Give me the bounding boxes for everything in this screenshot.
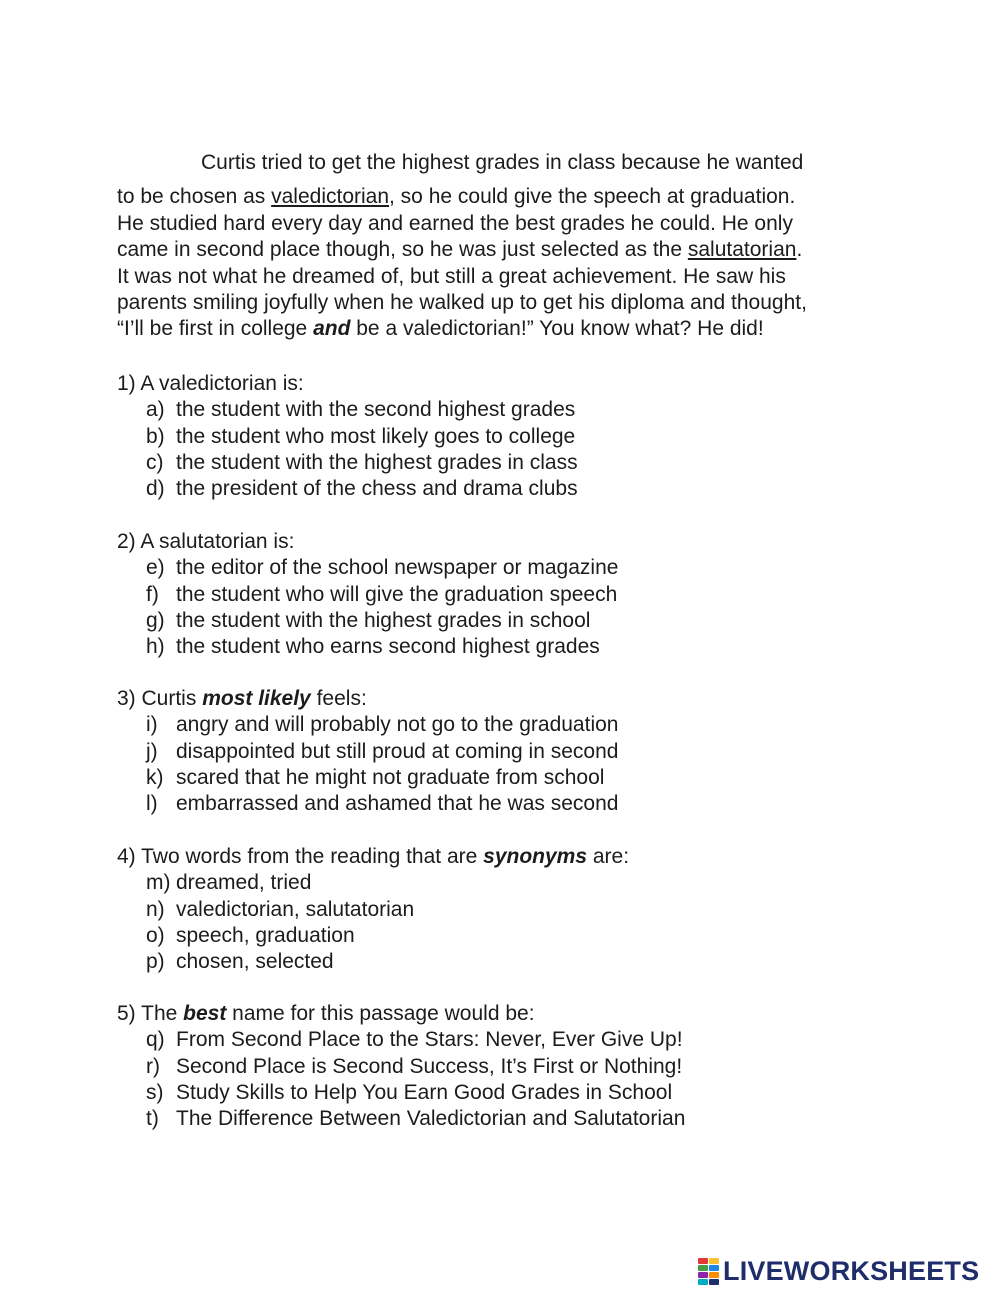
passage-line: parents smiling joyfully when he walked up to get his diploma and thought, [117,290,807,314]
answer-choice[interactable] [117,949,877,975]
choice-letter: a) [146,398,165,422]
question-stem: 5) The best name for this passage would be: [117,1002,535,1025]
choice-letter: l) [146,792,158,816]
answer-choice[interactable] [117,870,877,896]
answer-choice[interactable] [117,712,877,738]
answer-choice[interactable] [117,739,877,765]
answer-choice[interactable] [117,765,877,791]
emphasis-most-likely: most likely [202,687,311,710]
question-stem: 4) Two words from the reading that are synonyms are: [117,845,630,868]
choice-letter: n) [146,897,165,921]
choice-letter: k) [146,765,164,789]
emphasis-and: and [313,317,351,341]
choice-text: angry and will probably not go to the graduation [176,713,619,737]
choice-letter: o) [146,923,165,947]
liveworksheets-logo-icon [697,1257,719,1285]
choice-text: embarrassed and ashamed that he was second [176,792,619,816]
logo-square [709,1258,719,1264]
choice-letter: e) [146,556,165,580]
choice-letter: p) [146,950,165,974]
vocab-word-valedictorian: valedictorian [271,185,390,209]
choice-letter: r) [146,1054,160,1078]
logo-square [709,1279,719,1285]
reading-passage [117,150,877,343]
question-3 [117,686,877,817]
question-2 [117,529,877,660]
passage-line: to be chosen as valedictorian, so he could give the speech at graduation. [117,185,796,209]
choice-letter: j) [146,739,158,763]
logo-square [698,1258,708,1264]
choice-text: the student who will give the graduation speech [176,582,618,606]
question-stem: 2) A salutatorian is: [117,530,295,553]
choice-text: From Second Place to the Stars: Never, Ever Give Up! [176,1028,683,1052]
question-4 [117,844,877,975]
choice-text: dreamed, tried [176,871,312,895]
choice-letter: i) [146,713,158,737]
answer-choice[interactable] [117,397,877,423]
logo-square [709,1272,719,1278]
passage-line: He studied hard every day and earned the best grades he could. He only [117,211,793,235]
emphasis-synonyms: synonyms [483,845,588,868]
passage-line: Curtis tried to get the highest grades in class because he wanted [201,151,804,174]
vocab-word-salutatorian: salutatorian [687,238,797,262]
answer-choice[interactable] [117,1027,877,1053]
choice-text: Study Skills to Help You Earn Good Grades in School [176,1080,673,1104]
answer-choice[interactable] [117,1054,877,1080]
answer-choice[interactable] [117,450,877,476]
logo-text: LIVEWORKSHEETS [723,1255,980,1286]
choice-letter: c) [146,450,164,474]
choice-letter: f) [146,582,159,606]
choice-text: the student with the highest grades in school [176,608,591,632]
answer-choice[interactable] [117,634,877,660]
passage-line: “I’ll be first in college and be a valedictorian!” You know what? He did! [117,317,764,341]
answer-choice[interactable] [117,608,877,634]
choice-letter: d) [146,477,165,501]
answer-choice[interactable] [117,923,877,949]
choice-letter: b) [146,424,165,448]
choice-letter: m) [146,871,171,895]
emphasis-best: best [183,1002,227,1025]
answer-choice[interactable] [117,897,877,923]
choice-letter: q) [146,1028,165,1052]
answer-choice[interactable] [117,476,877,502]
question-1 [117,371,877,502]
choice-letter: s) [146,1080,164,1104]
question-5 [117,1001,877,1132]
choice-letter: t) [146,1107,159,1131]
choice-text: the president of the chess and drama clubs [176,477,578,501]
answer-choice[interactable] [117,791,877,817]
logo-square [698,1265,708,1271]
choice-text: the student with the highest grades in class [176,450,578,474]
answer-choice[interactable] [117,424,877,450]
choice-text: Second Place is Second Success, It’s First or Nothing! [176,1054,683,1078]
choice-text: the student who most likely goes to college [176,424,576,448]
choice-text: scared that he might not graduate from school [176,765,605,789]
logo-square [698,1279,708,1285]
liveworksheets-logo[interactable] [697,1253,979,1289]
choice-text: The Difference Between Valedictorian and Salutatorian [176,1107,686,1131]
choice-text: chosen, selected [176,950,334,974]
answer-choice[interactable] [117,582,877,608]
choice-letter: g) [146,608,165,632]
choice-text: speech, graduation [176,923,355,947]
answer-choice[interactable] [117,1106,877,1132]
choice-text: the editor of the school newspaper or magazine [176,556,619,580]
choice-letter: h) [146,635,165,659]
passage-line: came in second place though, so he was just selected as the salutatorian. [117,238,803,262]
choice-text: the student with the second highest grades [176,398,576,422]
logo-square [698,1272,708,1278]
answer-choice[interactable] [117,555,877,581]
question-stem: 1) A valedictorian is: [117,372,304,395]
choice-text: disappointed but still proud at coming in second [176,739,619,763]
logo-square [709,1265,719,1271]
choice-text: the student who earns second highest grades [176,635,600,659]
passage-line: It was not what he dreamed of, but still a great achievement. He saw his [117,264,786,288]
choice-text: valedictorian, salutatorian [176,897,415,921]
question-stem: 3) Curtis most likely feels: [117,687,367,710]
answer-choice[interactable] [117,1080,877,1106]
